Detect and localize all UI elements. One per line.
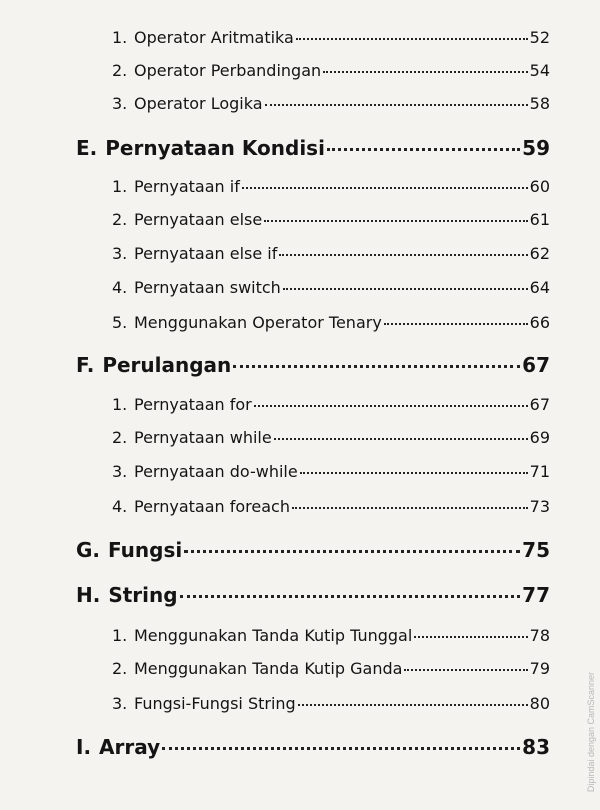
- section-title: String: [108, 583, 178, 607]
- toc-entry: [112, 61, 550, 80]
- dot-leader: [323, 70, 527, 73]
- toc-entry: [112, 395, 550, 414]
- section-letter: I.: [76, 735, 92, 759]
- entry-page: 69: [529, 428, 550, 447]
- entry-title: Menggunakan Tanda Kutip Ganda: [134, 659, 403, 678]
- dot-leader: [180, 594, 521, 598]
- entry-page: 54: [529, 61, 550, 80]
- dot-leader: [254, 404, 528, 407]
- entry-title: Operator Aritmatika: [134, 28, 294, 47]
- dot-leader: [300, 471, 528, 474]
- dot-leader: [274, 437, 528, 440]
- entry-title: Pernyataan else if: [134, 244, 278, 263]
- toc-entry: [112, 462, 550, 481]
- toc-entry: [112, 177, 550, 196]
- entry-number: 1.: [112, 28, 128, 47]
- toc-entry: [112, 28, 550, 47]
- entry-page: 64: [529, 278, 550, 297]
- entry-number: 1.: [112, 626, 128, 645]
- entry-page: 73: [529, 497, 550, 516]
- entry-page: 52: [529, 28, 550, 47]
- section-page: 75: [522, 538, 550, 562]
- scanner-watermark: Dipindai dengan CamScanner: [586, 671, 596, 792]
- toc-entry: [112, 278, 550, 297]
- entry-number: 1.: [112, 395, 128, 414]
- toc-entry: [112, 694, 550, 713]
- section-page: 83: [522, 735, 550, 759]
- toc-entry: [112, 244, 550, 263]
- dot-leader: [279, 253, 527, 256]
- entry-number: 3.: [112, 244, 128, 263]
- toc-section-h: [76, 583, 550, 607]
- dot-leader: [298, 703, 528, 706]
- toc-entry: [112, 659, 550, 678]
- toc-entry: [112, 94, 550, 113]
- section-title: Perulangan: [102, 353, 232, 377]
- entry-title: Menggunakan Operator Tenary: [134, 313, 382, 332]
- toc-entry: [112, 428, 550, 447]
- toc-entry: [112, 497, 550, 516]
- entry-number: 3.: [112, 694, 128, 713]
- dot-leader: [404, 668, 527, 671]
- toc-section-g: [76, 538, 550, 562]
- entry-page: 78: [529, 626, 550, 645]
- entry-number: 3.: [112, 462, 128, 481]
- dot-leader: [296, 37, 528, 40]
- section-page: 67: [522, 353, 550, 377]
- entry-number: 3.: [112, 94, 128, 113]
- dot-leader: [264, 219, 527, 222]
- toc-entry: [112, 210, 550, 229]
- entry-page: 67: [529, 395, 550, 414]
- toc-entry: [112, 313, 550, 332]
- toc-section-f: [76, 353, 550, 377]
- section-letter: G.: [76, 538, 101, 562]
- dot-leader: [162, 746, 520, 750]
- section-title: Fungsi: [108, 538, 183, 562]
- dot-leader: [233, 364, 520, 368]
- dot-leader: [414, 635, 527, 638]
- dot-leader: [384, 322, 528, 325]
- entry-title: Operator Logika: [134, 94, 263, 113]
- toc-entry: [112, 626, 550, 645]
- dot-leader: [283, 287, 528, 290]
- toc-section-e: [76, 136, 550, 160]
- dot-leader: [242, 186, 528, 189]
- dot-leader: [184, 549, 520, 553]
- entry-page: 61: [529, 210, 550, 229]
- entry-number: 1.: [112, 177, 128, 196]
- section-title: Array: [99, 735, 161, 759]
- section-letter: F.: [76, 353, 95, 377]
- entry-title: Pernyataan do-while: [134, 462, 298, 481]
- entry-page: 66: [529, 313, 550, 332]
- entry-number: 2.: [112, 428, 128, 447]
- entry-number: 4.: [112, 278, 128, 297]
- dot-leader: [327, 147, 520, 151]
- entry-title: Pernyataan while: [134, 428, 272, 447]
- entry-number: 4.: [112, 497, 128, 516]
- entry-title: Pernyataan if: [134, 177, 240, 196]
- entry-title: Operator Perbandingan: [134, 61, 322, 80]
- section-title: Pernyataan Kondisi: [105, 136, 325, 160]
- entry-title: Pernyataan switch: [134, 278, 281, 297]
- entry-title: Fungsi-Fungsi String: [134, 694, 296, 713]
- section-letter: H.: [76, 583, 101, 607]
- entry-title: Pernyataan for: [134, 395, 252, 414]
- entry-page: 58: [529, 94, 550, 113]
- entry-page: 60: [529, 177, 550, 196]
- entry-title: Pernyataan else: [134, 210, 263, 229]
- entry-page: 79: [529, 659, 550, 678]
- toc-section-i: [76, 735, 550, 759]
- dot-leader: [292, 506, 528, 509]
- entry-title: Menggunakan Tanda Kutip Tunggal: [134, 626, 413, 645]
- dot-leader: [265, 103, 528, 106]
- entry-number: 2.: [112, 61, 128, 80]
- entry-number: 2.: [112, 210, 128, 229]
- entry-page: 80: [529, 694, 550, 713]
- section-page: 77: [522, 583, 550, 607]
- entry-page: 62: [529, 244, 550, 263]
- entry-title: Pernyataan foreach: [134, 497, 290, 516]
- section-letter: E.: [76, 136, 98, 160]
- entry-number: 5.: [112, 313, 128, 332]
- entry-page: 71: [529, 462, 550, 481]
- entry-number: 2.: [112, 659, 128, 678]
- section-page: 59: [522, 136, 550, 160]
